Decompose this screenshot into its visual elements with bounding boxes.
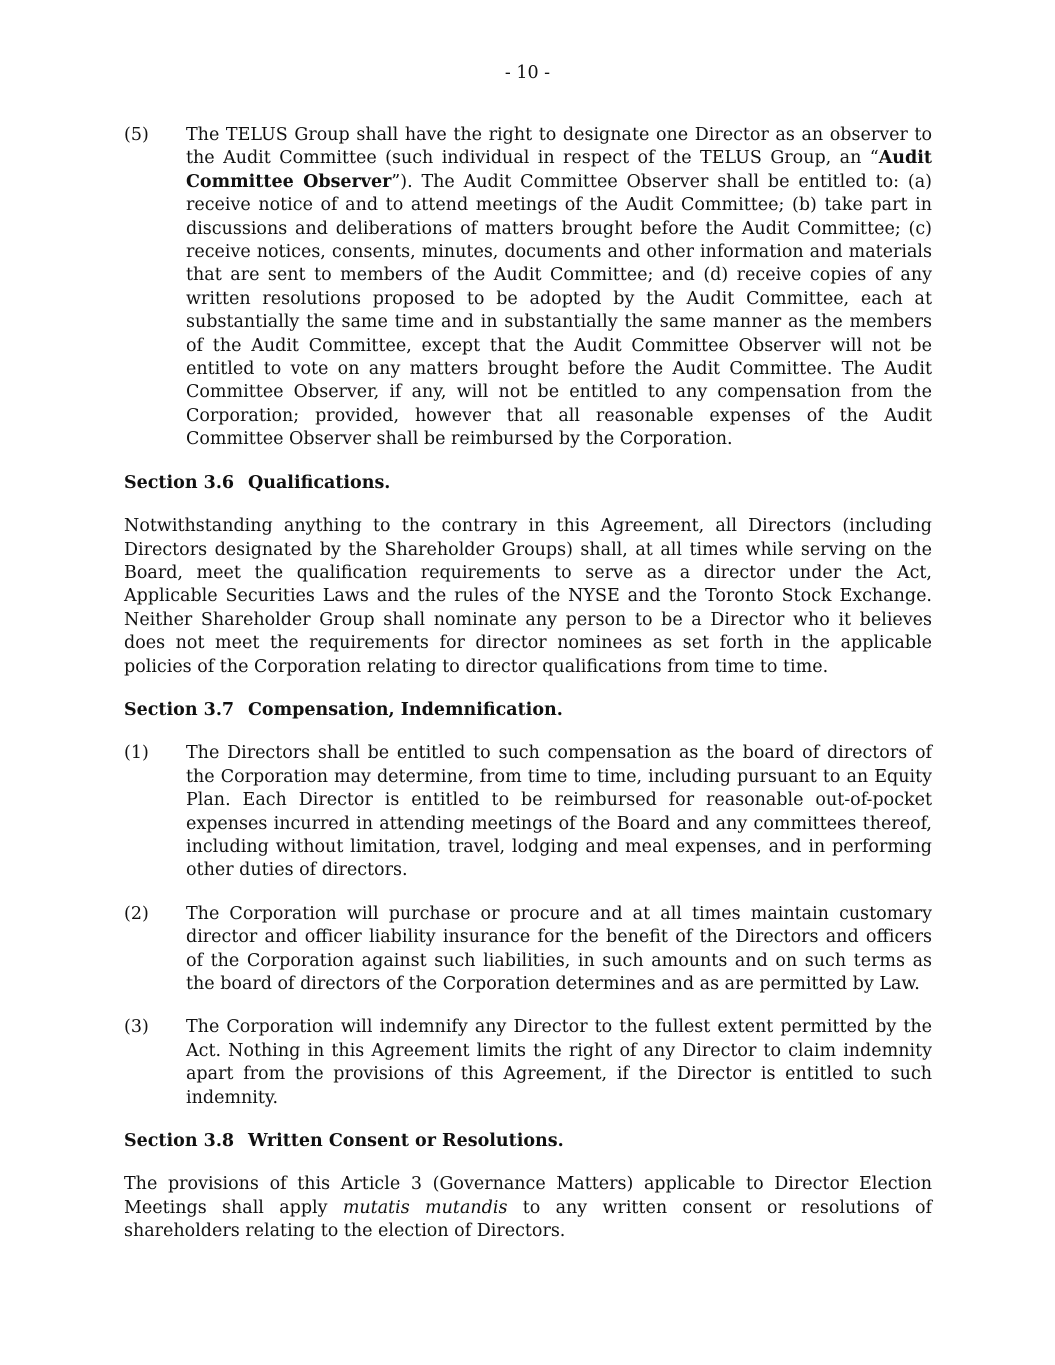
paragraph-text-pre: The provisions of this Article 3 (Governance Matters) applicable to Director Election Meetings shall apply bbox=[124, 1174, 932, 1218]
section-3-7-heading bbox=[124, 699, 932, 722]
section-title: Compensation, Indemnification. bbox=[248, 699, 563, 720]
page-number: - 10 - bbox=[504, 63, 551, 83]
section-title: Written Consent or Resolutions. bbox=[248, 1131, 564, 1152]
section-3-6-paragraph: Notwithstanding anything to the contrary in this Agreement, all Directors (including Directors designated by the Shareholder Groups) shall, at all times while serving on the Board, meet the qualification requirements to serve as a director under the Act, Applicable Securities Laws and the rules of the NYSE and the Toronto Stock Exchange. Neither Shareholder Group shall nominate any person to be a Director who it believes does not meet the requirements for director nominees as set forth in the applicable policies of the Corporation relating to director qualifications from time to time. bbox=[124, 516, 932, 677]
item-text-pre: The TELUS Group shall have the right to designate one Director as an observer to the Audit Committee (such individual in respect of the TELUS Group, an “ bbox=[186, 125, 932, 169]
item-text: The Directors shall be entitled to such compensation as the board of directors of the Corporation may determine, from time to time, including pursuant to an Equity Plan. Each Director is entitled to be reimbursed for reasonable out-of-pocket expenses incurred in attending meetings of the Board and any committees thereof, including without limitation, travel, lodging and meal expenses, and in performing other duties of directors. bbox=[186, 743, 932, 881]
document-body bbox=[124, 124, 932, 1264]
item-number: (2) bbox=[124, 903, 149, 924]
list-item-5 bbox=[124, 124, 932, 452]
section-3-8-heading bbox=[124, 1130, 932, 1153]
section-number: Section 3.6 bbox=[124, 472, 235, 493]
latin-term: mutatis mutandis bbox=[342, 1197, 508, 1218]
section-3-8-paragraph bbox=[124, 1173, 932, 1243]
section-3-6-heading bbox=[124, 472, 932, 495]
defined-term: Audit Committee Observer bbox=[186, 148, 932, 192]
list-item-1 bbox=[124, 742, 932, 882]
item-text: The Corporation will purchase or procure and at all times maintain customary director and officer liability insurance for the benefit of the Directors and officers of the Corporation against such liabilities, in such amounts and on such terms as the board of directors of the Corporation determines and as are permitted by Law. bbox=[186, 903, 932, 994]
item-number: (1) bbox=[124, 743, 149, 764]
item-text-post: ”). The Audit Committee Observer shall be entitled to: (a) receive notice of and to attend meetings of the Audit Committee; (b) take part in discussions and deliberations of matters brought before the Audit Committee; (c) receive notices, consents, minutes, documents and other information and materials that are sent to members of the Audit Committee; and (d) receive copies of any written resolutions proposed to be adopted by the Audit Committee, each at substantially the same time and in substantially the same manner as the members of the Audit Committee, except that the Audit Committee Observer will not be entitled to vote on any matters brought before the Audit Committee. The Audit Committee Observer, if any, will not be entitled to any compensation from the Corporation; provided, however that all reasonable expenses of the Audit Committee Observer shall be reimbursed by the Corporation. bbox=[186, 171, 932, 450]
paragraph-text-post: to any written consent or resolutions of shareholders relating to the election of Directors. bbox=[124, 1197, 932, 1242]
section-number: Section 3.8 bbox=[124, 1131, 235, 1152]
item-text: The Corporation will indemnify any Director to the fullest extent permitted by the Act. Nothing in this Agreement limits the right of any Director to claim indemnity apart from the provisions of this Agreement, if the Director is entitled to such indemnity. bbox=[186, 1017, 932, 1108]
list-item-3 bbox=[124, 1016, 932, 1110]
list-item-2 bbox=[124, 903, 932, 997]
section-number: Section 3.7 bbox=[124, 699, 235, 720]
item-number: (5) bbox=[124, 125, 149, 145]
item-number: (3) bbox=[124, 1017, 149, 1038]
item-text bbox=[186, 124, 932, 452]
section-title: Qualifications. bbox=[248, 472, 391, 493]
